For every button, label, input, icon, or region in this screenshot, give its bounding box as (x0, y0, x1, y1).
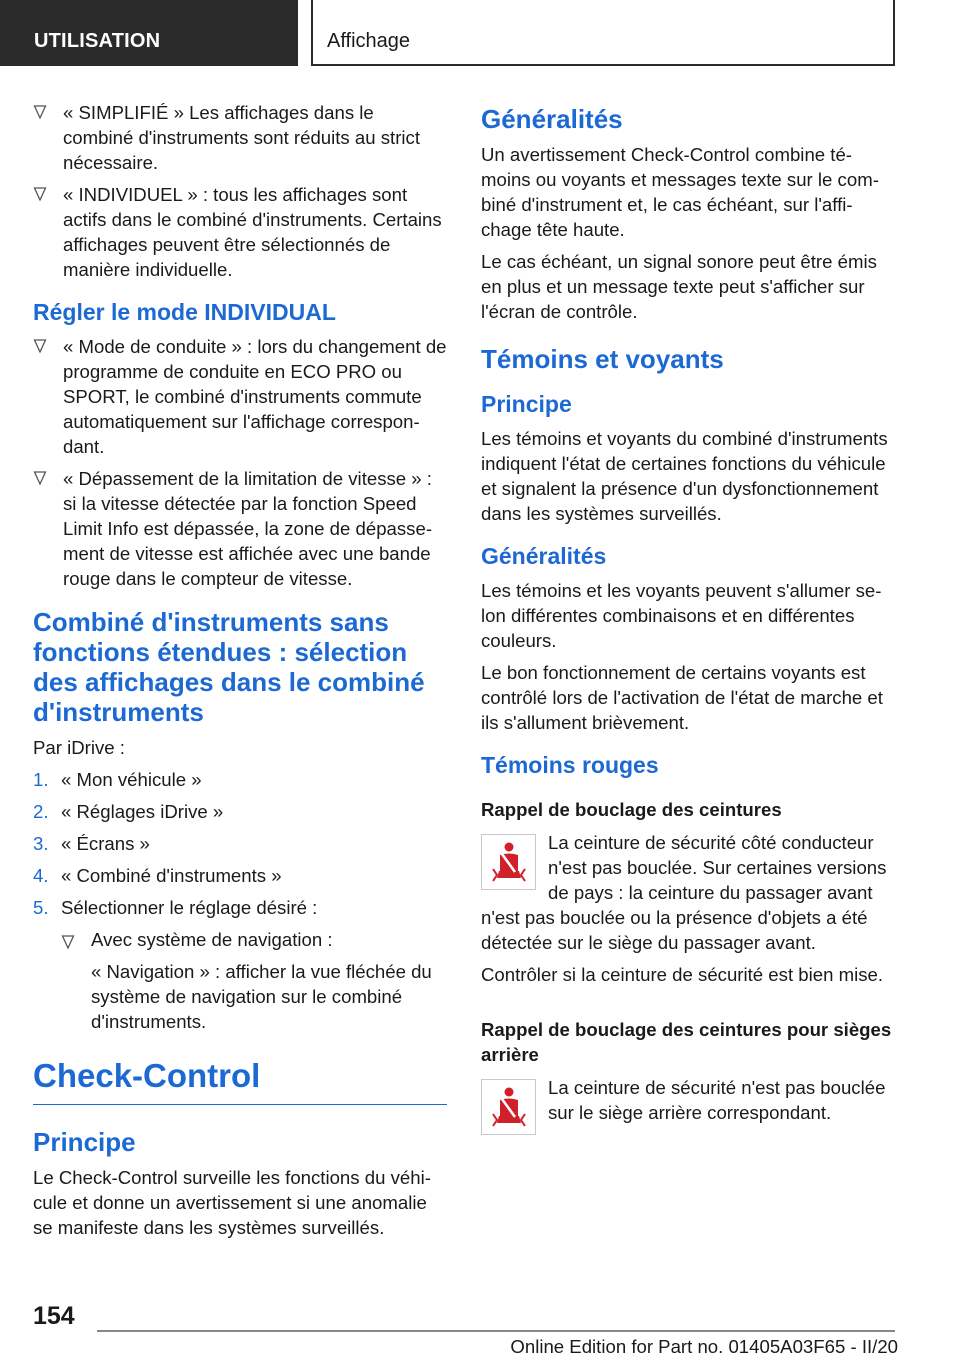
navigation-paragraph: « Navigation » : afficher la vue fléchée du système de navigation sur le combiné d'instruments. (91, 961, 432, 1032)
section-title: UTILISATION (34, 30, 161, 52)
bullet-item: « Mode de conduite » : lors du changement de programme de conduite en ECO PRO ou SPORT, le combiné d'instruments commute automatiquement sur l'affichage correspondant. (33, 334, 447, 459)
step5-sub-list (61, 927, 447, 952)
belt-front-title: Rappel de bouclage des ceintures (481, 799, 782, 820)
principe-right-paragraph: Les témoins et voyants du combiné d'instruments indiquent l'état de certaines fonctions du véhicule et signalent la présence d'un dysfonctionnement dans les systèmes surveillés. (481, 428, 888, 524)
page-number: 154 (33, 1302, 75, 1330)
heading-temoins-rouges: Témoins rouges (481, 752, 659, 778)
belt-rear-block (481, 1075, 895, 1125)
generalites2-paragraph-2: Le bon fonctionnement de certains voyants est contrôlé lors de l'activation de l'état de marche et ils s'allument brièvement. (481, 662, 883, 733)
seatbelt-warning-icon (481, 1079, 536, 1135)
individual-bullet-list (33, 334, 447, 591)
idrive-intro: Par iDrive : (33, 737, 125, 758)
bullet-item: « SIMPLIFIÉ » Les affichages dans le combiné d'instruments sont réduits au strict nécessaire. (33, 100, 447, 175)
step-item: 5. Sélectionner le réglage désiré : Avec système de navigation : « Navigation » : afficher la vue fléchée du système de navigation sur le combiné d'instruments. (33, 895, 447, 1034)
belt-rear-text: La ceinture de sécurité n'est pas bouclée sur le siège arrière correspondant. (548, 1077, 886, 1123)
triangle-bullet-icon (61, 931, 75, 956)
principe-paragraph: Le Check-Control surveille les fonctions du véhicule et donne un avertissement si une anomalie se manifeste dans les systèmes surveillés. (33, 1167, 431, 1238)
triangle-bullet-icon (33, 338, 47, 354)
bullet-item: « Dépassement de la limitation de vitesse » : si la vitesse détectée par la fonction Speed Limit Info est dépassée, la zone de dépassement de vitesse est affichée avec une bande rouge dans le compteur de vitesse. (33, 466, 447, 591)
belt-rear-title: Rappel de bouclage des ceintures pour sièges arrière (481, 1019, 892, 1065)
generalites-paragraph-2: Le cas échéant, un signal sonore peut être émis en plus et un message texte peut s'afficher sur l'écran de contrôle. (481, 251, 877, 322)
step-item: 4. « Combiné d'instruments » (33, 865, 282, 886)
belt-front-block (481, 830, 895, 955)
belt-front-check: Contrôler si la ceinture de sécurité est bien mise. (481, 964, 884, 985)
steps-list (33, 767, 447, 1034)
step-item: 2. « Réglages iDrive » (33, 801, 224, 822)
heading-generalites: Généralités (481, 104, 623, 134)
generalites-paragraph-1: Un avertissement Check-Control combine témoins ou voyants et messages texte sur le combiné d'instrument et, le cas échéant, sur l'affichage tête haute. (481, 144, 879, 240)
step-item: 3. « Écrans » (33, 833, 150, 854)
generalites2-paragraph-1: Les témoins et les voyants peuvent s'allumer selon différentes combinaisons et en différentes couleurs. (481, 580, 882, 651)
bullet-item: « INDIVIDUEL » : tous les affichages sont actifs dans le combiné d'instruments. Certains affichages peuvent être sélectionnés de manière individuelle. (33, 182, 447, 282)
section-tab (0, 0, 298, 66)
page-header (0, 0, 960, 66)
heading-combine-instruments: Combiné d'instruments sans fonctions étendues : sélection des affichages dans le combiné d'instruments (33, 607, 425, 727)
heading-individual-mode: Régler le mode INDIVIDUAL (33, 299, 336, 325)
heading-temoins-voyants: Témoins et voyants (481, 344, 724, 374)
edition-note: Online Edition for Part no. 01405A03F65 - II/20 (510, 1336, 898, 1357)
belt-front-text: La ceinture de sécurité côté conducteur n'est pas bouclée. Sur certaines versions de pays : la ceinture du passager avant n'est pas bouclée ou la présence d'objets a été détectée sur le siège du passager avant. (481, 832, 887, 953)
bullet-item: Avec système de navigation : (61, 927, 447, 952)
right-column (481, 100, 895, 1139)
intro-bullet-list (33, 100, 447, 282)
chapter-title: Affichage (327, 30, 411, 52)
left-column (33, 100, 447, 1247)
triangle-bullet-icon (33, 470, 47, 486)
step-item: 1. « Mon véhicule » (33, 769, 202, 790)
heading-check-control: Check-Control (33, 1056, 447, 1105)
triangle-bullet-icon (33, 104, 47, 120)
heading-principe-right: Principe (481, 391, 572, 417)
triangle-bullet-icon (33, 186, 47, 202)
footer-divider (97, 1330, 895, 1332)
seatbelt-warning-icon (481, 834, 536, 890)
heading-generalites-2: Généralités (481, 543, 607, 569)
heading-principe: Principe (33, 1127, 136, 1157)
chapter-tab (311, 0, 895, 66)
